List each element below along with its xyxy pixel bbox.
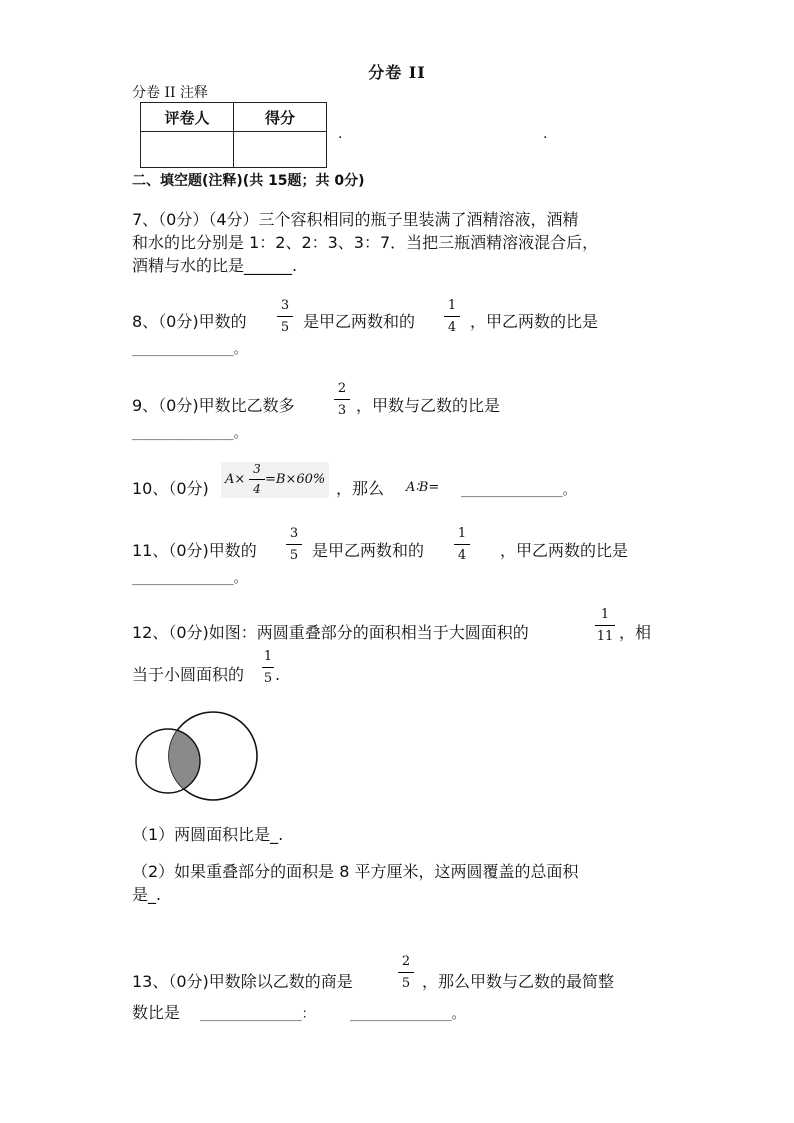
score-cell[interactable] <box>234 132 327 168</box>
denominator: 4 <box>457 548 467 563</box>
q10-ratio-label: A∶B= <box>406 480 440 495</box>
q10-prefix: 10、（0分) <box>132 479 209 498</box>
numerator: 2 <box>337 381 347 396</box>
q11-answer-blank[interactable]: _____________。 <box>132 571 247 586</box>
q12-fraction-1 <box>595 606 615 645</box>
q11-mid: 是甲乙两数和的 <box>312 541 425 560</box>
fraction-bar <box>595 625 615 626</box>
q7-line3: 酒精与水的比是______. <box>132 256 298 275</box>
q13-answer-blank-1[interactable]: _____________： <box>200 1007 315 1022</box>
q13-suffix: ，那么甲数与乙数的最简整 <box>422 972 615 991</box>
q11-prefix: 11、（0分)甲数的 <box>132 541 257 560</box>
q12-line2: 当于小圆面积的 <box>132 665 245 684</box>
q9-prefix: 9、（0分)甲数比乙数多 <box>132 396 295 415</box>
equation-left: A× <box>225 472 246 487</box>
equation-fraction <box>249 462 265 497</box>
fraction-bar <box>398 972 414 973</box>
denominator: 5 <box>280 320 290 335</box>
score-table <box>140 102 327 168</box>
q7-line2: 和水的比分别是 1：2、2：3、3：7．当把三瓶酒精溶液混合后， <box>132 233 599 252</box>
q7-line1: 7、（0分）（4分）三个容积相同的瓶子里装满了酒精溶液，酒精 <box>132 210 579 229</box>
q12-line2-end: . <box>275 665 281 684</box>
equation-right: =B×60% <box>265 472 326 487</box>
q9-suffix: ，甲数与乙数的比是 <box>356 396 501 415</box>
q8-suffix: ，甲乙两数的比是 <box>470 312 599 331</box>
denominator: 5 <box>263 671 273 686</box>
section-heading: 二、填空题(注释)(共 15题；共 0分) <box>132 173 365 189</box>
fraction-bar <box>277 316 293 317</box>
q8-prefix: 8、（0分)甲数的 <box>132 312 247 331</box>
q10-equation <box>221 462 329 498</box>
denominator: 4 <box>253 482 261 496</box>
numerator: 1 <box>263 649 273 664</box>
grader-header: 评卷人 <box>141 103 234 132</box>
q11-fraction-2 <box>454 525 470 564</box>
numerator: 2 <box>401 954 411 969</box>
denominator: 11 <box>596 629 614 644</box>
q10-answer-blank[interactable]: _____________。 <box>461 483 576 498</box>
q13-answer-blank-2[interactable]: _____________。 <box>350 1007 465 1022</box>
dot-mark: . <box>338 126 343 142</box>
section-note: 分卷 II 注释 <box>132 85 208 101</box>
numerator: 3 <box>253 462 261 476</box>
q12-line1: 12、（0分)如图：两圆重叠部分的面积相当于大圆面积的 <box>132 623 529 642</box>
q8-mid: 是甲乙两数和的 <box>303 312 416 331</box>
numerator: 1 <box>600 607 610 622</box>
q12-sub2-line2: 是_. <box>132 885 162 904</box>
dot-mark: . <box>543 126 548 142</box>
fraction-bar <box>286 544 302 545</box>
q10-mid: ，那么 <box>336 479 385 498</box>
denominator: 5 <box>401 976 411 991</box>
q8-fraction-2 <box>444 297 460 336</box>
fraction-bar <box>262 667 274 668</box>
q13-fraction <box>398 953 414 992</box>
denominator: 4 <box>447 320 457 335</box>
grader-cell[interactable] <box>141 132 234 168</box>
fraction-bar <box>454 544 470 545</box>
fraction-bar <box>334 399 350 400</box>
fraction-bar <box>249 479 265 480</box>
overlap-circles-figure <box>128 707 263 805</box>
numerator: 1 <box>447 298 457 313</box>
q12-fraction-2 <box>262 648 274 687</box>
page-title: 分卷 II <box>368 63 426 82</box>
numerator: 3 <box>280 298 290 313</box>
q8-fraction-1 <box>277 297 293 336</box>
q9-fraction <box>334 380 350 419</box>
q8-answer-blank[interactable]: _____________。 <box>132 342 247 357</box>
numerator: 1 <box>457 526 467 541</box>
q11-suffix: ，甲乙两数的比是 <box>500 541 629 560</box>
fraction-bar <box>444 316 460 317</box>
q13-prefix: 13、（0分)甲数除以乙数的商是 <box>132 972 353 991</box>
numerator: 3 <box>289 526 299 541</box>
score-header: 得分 <box>234 103 327 132</box>
denominator: 5 <box>289 548 299 563</box>
q12-sub1: （1）两圆面积比是_. <box>132 825 284 844</box>
q12-line1-end: ，相 <box>619 623 652 642</box>
q12-sub2-line1: （2）如果重叠部分的面积是 8 平方厘米，这两圆覆盖的总面积 <box>132 862 579 881</box>
denominator: 3 <box>337 403 347 418</box>
q11-fraction-1 <box>286 525 302 564</box>
q13-line2: 数比是 <box>132 1003 181 1022</box>
q9-answer-blank[interactable]: _____________。 <box>132 426 247 441</box>
